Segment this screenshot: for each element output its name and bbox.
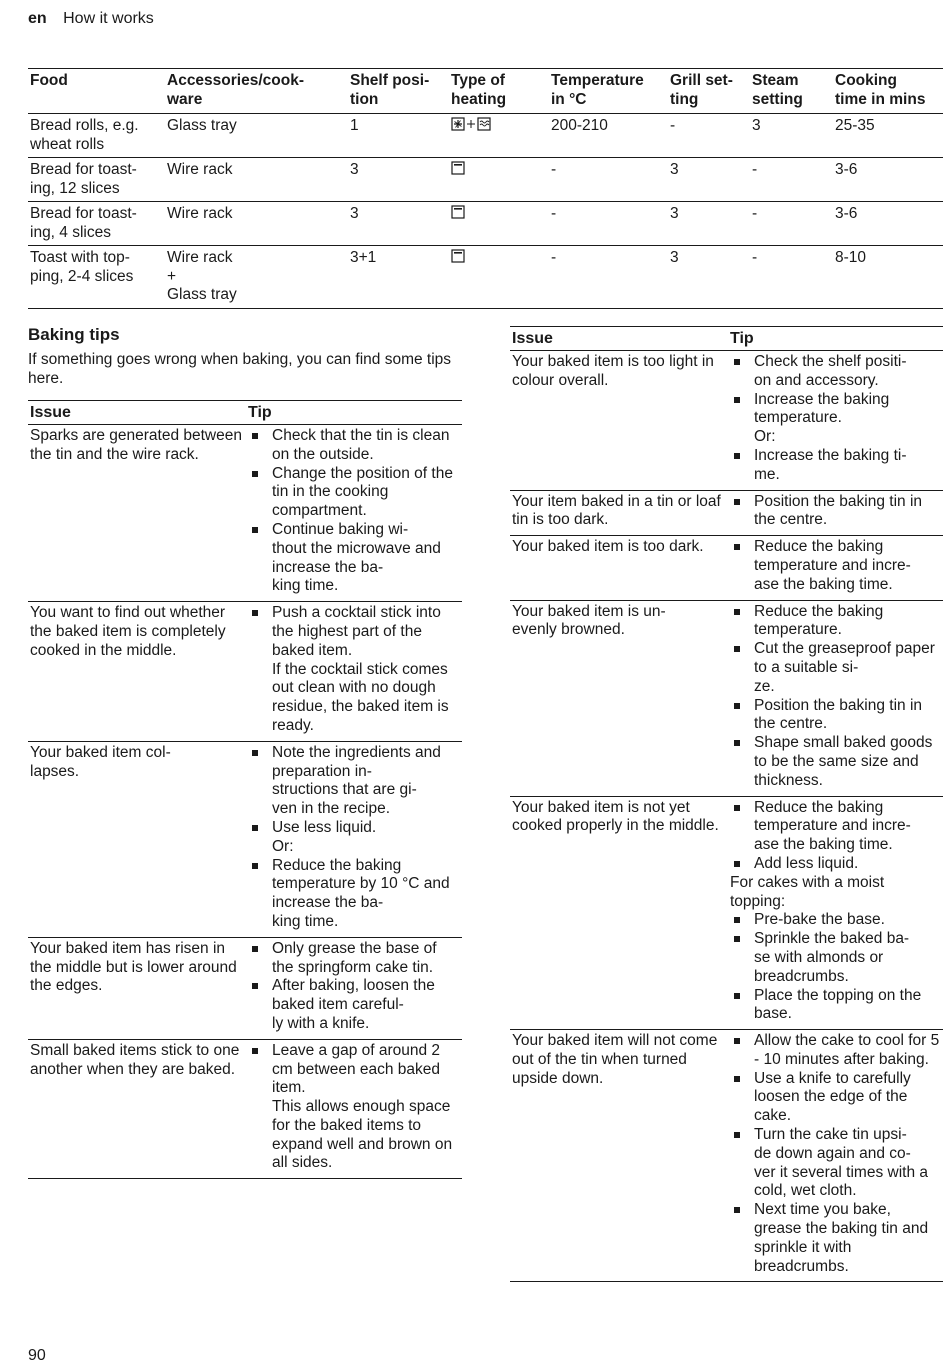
accessory-cell: Wire rack [167,161,233,178]
tip-cell [246,602,462,742]
top-heat-icon [451,249,465,269]
tip-bullet-item: Cut the greaseproof paper to a suitable si- ze. [730,640,941,696]
issue-cell: Your baked item will not come out of the tin when turned upside down. [512,1032,718,1087]
temperature-cell: - [551,249,557,266]
section-title: How it works [63,10,154,27]
temperature-cell: - [551,205,557,222]
baking-tips-heading: Baking tips [28,325,120,344]
time-cell: 8-10 [835,249,867,266]
tip-row [510,351,943,491]
food-row [28,114,943,158]
tip-note: This allows enough space for the baked items to expand well and brown on all sides. [272,1098,453,1172]
grill-cell: 3 [670,205,679,222]
tips-header-row [28,401,462,425]
tip-row [510,490,943,536]
tip-row [28,741,462,937]
tip-list [248,940,460,1034]
tip-row [28,425,462,602]
steam-cell: - [752,249,758,266]
tip-bullet-item: Increase the baking ti- me. [730,447,941,485]
col-header-heating: Type of heating [451,72,507,108]
steam-cell: - [752,161,758,178]
tip-bullet-item: After baking, loosen the baked item careful- ly with a knife. [248,977,460,1033]
tip-list [248,1042,460,1174]
time-cell: 3-6 [835,161,858,178]
shelf-cell: 1 [350,117,359,134]
tip-bullet-item: Continue baking wi- thout the microwave and increase the ba- king time. [248,521,460,596]
grill-cell: 3 [670,161,679,178]
tip-row [510,536,943,600]
heating-cell [449,202,549,246]
tip-bullet-item: Position the baking tin in the centre. [730,697,941,735]
food-row [28,158,943,202]
page-number: 90 [28,1347,46,1364]
tip-cell [728,490,943,536]
food-cell: Bread rolls, e.g. wheat rolls [30,117,139,153]
tip-list [730,799,941,1025]
top-heat-icon [451,161,465,181]
issue-cell: Your baked item is too dark. [512,538,704,556]
food-settings-table [28,68,943,309]
tip-list [730,603,941,791]
heating-cell [449,158,549,202]
tip-cell [246,1039,462,1179]
shelf-cell: 3 [350,161,359,178]
accessory-cell: Glass tray [167,117,237,134]
time-cell: 25-35 [835,117,875,134]
tip-bullet-item: Change the position of the tin in the cooking compartment. [248,465,460,521]
tip-bullet-item: Only grease the base of the springform cake tin. [248,940,460,978]
shelf-cell: 3+1 [350,249,377,266]
issue-cell: Your baked item is un- evenly browned. [512,602,666,639]
food-cell: Bread for toast- ing, 12 slices [30,161,137,197]
issue-header: Issue [30,404,71,421]
tip-cell [728,536,943,600]
food-cell: Bread for toast- ing, 4 slices [30,205,137,241]
baking-tips-table-left [28,400,462,1179]
tip-bullet-item: Next time you bake, grease the baking tin and sprinkle it with breadcrumbs. [730,1201,941,1276]
accessory-cell: Wire rack + Glass tray [167,249,237,303]
tip-bullet-item: Reduce the baking temperature and incre- ase the baking time. [730,799,941,855]
language-code: en [28,10,47,27]
baking-tips-table-right [510,326,943,1282]
issue-cell: You want to find out whether the baked item is completely cooked in the middle. [30,604,226,659]
tip-list [730,493,941,531]
tip-list [730,353,941,485]
col-header-steam: Steam setting [752,72,803,108]
tip-bullet-item: Pre-bake the base. [730,911,941,930]
tip-bullet-item: Reduce the baking temperature and incre- ase the baking time. [730,538,941,594]
shelf-cell: 3 [350,205,359,222]
baking-tips-intro: If something goes wrong when baking, you can find some tips here. [28,351,452,387]
tip-cell [728,600,943,796]
temperature-cell: - [551,161,557,178]
tip-bullet-item: Push a cocktail stick into the highest part of the baked item. [248,604,460,660]
heating-cell [449,114,549,158]
tip-note: Or: [272,837,294,855]
tip-bullet-item: Leave a gap of around 2 cm between each baked item. [248,1042,460,1098]
issue-cell: Your baked item is not yet cooked properly in the middle. [512,798,719,835]
tip-bullet-item: Reduce the baking temperature by 10 °C and increase the ba- king time. [248,857,460,932]
tip-bullet-item: Position the baking tin in the centre. [730,493,941,531]
food-cell: Toast with top- ping, 2-4 slices [30,249,134,285]
tip-note: If the cocktail stick comes out clean with no dough residue, the baked item is ready. [272,660,449,734]
tip-bullet-item: Allow the cake to cool for 5 - 10 minutes after baking. [730,1032,941,1070]
tip-list [730,538,941,594]
issue-cell: Your baked item is too light in colour overall. [512,353,714,389]
tip-cell [246,425,462,602]
grill-cell: - [670,117,676,134]
food-row [28,202,943,246]
tip-bullet-item: Turn the cake tin upsi- de down again and co- ver it several times with a cold, wet cloth. [730,1126,941,1201]
tips-header-row [510,327,943,351]
tip-bullet-item: Shape small baked goods to be the same size and thickness. [730,734,941,790]
fan-grill-icon [451,117,491,137]
tip-row [510,1030,943,1282]
col-header-temperature: Temperature in °C [551,72,644,108]
tip-cell [728,1030,943,1282]
steam-cell: 3 [752,117,761,134]
tip-bullet-item: Place the topping on the base. [730,987,941,1025]
grill-cell: 3 [670,249,679,266]
accessory-cell: Wire rack [167,205,233,222]
temperature-cell: 200-210 [551,117,608,134]
tip-cell [246,741,462,937]
tip-row [510,796,943,1030]
tip-row [28,602,462,742]
tip-cell [246,937,462,1039]
steam-cell: - [752,205,758,222]
tip-cell [728,351,943,491]
col-header-shelf: Shelf posi- tion [350,72,430,108]
tip-bullet-item: Use less liquid. [248,819,460,838]
food-table-header-row [28,69,943,114]
issue-cell: Your item baked in a tin or loaf tin is too dark. [512,492,721,529]
issue-cell: Your baked item col- lapses. [30,743,171,780]
tip-note: For cakes with a moist topping: [730,873,885,910]
tip-cell [728,796,943,1030]
issue-header: Issue [512,330,553,347]
tip-header: Tip [730,330,754,347]
heating-cell [449,246,549,309]
tip-bullet-item: Use a knife to carefully loosen the edge of the cake. [730,1070,941,1126]
issue-cell: Sparks are generated between the tin and the wire rack. [30,427,242,463]
col-header-grill: Grill set- ting [670,72,733,108]
food-row [28,246,943,309]
tip-header: Tip [248,404,272,421]
tip-bullet-item: Increase the baking temperature. [730,391,941,429]
tip-bullet-item: Check the shelf positi- on and accessory. [730,353,941,391]
tip-list [248,744,460,932]
top-heat-icon [451,205,465,225]
time-cell: 3-6 [835,205,858,222]
issue-cell: Small baked items stick to one another when they are baked. [30,1041,240,1078]
tip-bullet-item: Sprinkle the baked ba- se with almonds or breadcrumbs. [730,930,941,986]
tip-bullet-item: Note the ingredients and preparation in- structions that are gi- ven in the recipe. [248,744,460,819]
tip-bullet-item: Add less liquid. [730,855,941,874]
tip-row [510,600,943,796]
tip-row [28,937,462,1039]
tip-list [730,1032,941,1276]
issue-cell: Your baked item has risen in the middle but is lower around the edges. [30,939,237,995]
col-header-time: Cooking time in mins [835,72,926,108]
tip-bullet-item: Reduce the baking temperature. [730,603,941,641]
col-header-food: Food [30,72,68,89]
col-header-accessories: Accessories/cook- ware [167,72,304,108]
tip-note: Or: [754,428,776,446]
tip-list [248,604,460,736]
page-header [28,10,154,29]
tip-bullet-item: Check that the tin is clean on the outside. [248,427,460,465]
tip-list [248,427,460,596]
tip-row [28,1039,462,1179]
